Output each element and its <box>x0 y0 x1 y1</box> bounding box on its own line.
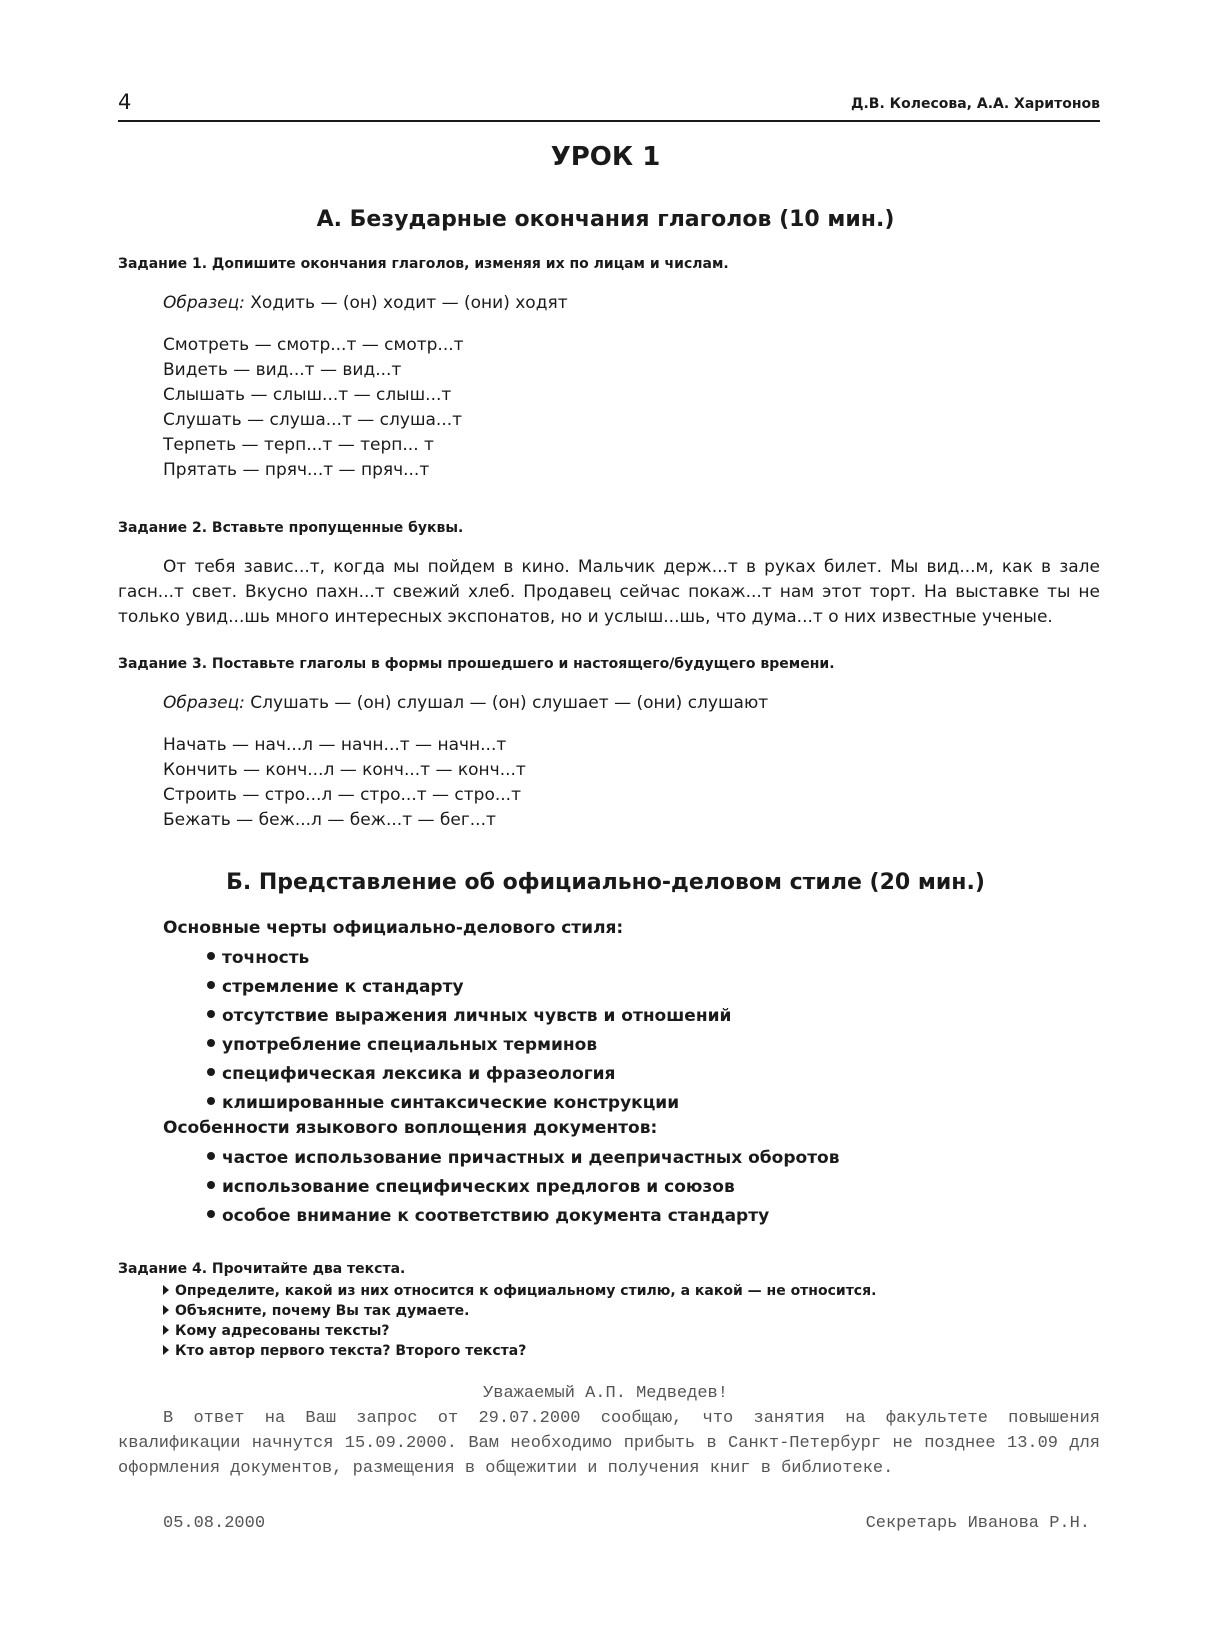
bullet-icon <box>207 1152 215 1160</box>
letter-greeting: Уважаемый А.П. Медведев! <box>483 1384 728 1403</box>
question-item: Определите, какой из них относится к официальному стилю, а какой — не относится. <box>163 1281 876 1301</box>
triangle-bullet-icon <box>163 1345 169 1355</box>
page-number: 4 <box>118 90 132 114</box>
feature-item: стремление к стандарту <box>207 973 731 1002</box>
task4-questions <box>163 1281 876 1361</box>
task3-line: Кончить — конч...л — конч...т — конч...т <box>163 760 526 780</box>
section-b-title: Б. Представление об официально-деловом стиле (20 мин.) <box>226 870 985 895</box>
task3-line: Строить — стро...л — стро...т — стро...т <box>163 785 521 805</box>
letter-body: В ответ на Ваш запрос от 29.07.2000 сообщаю, что занятия на факультете повышения квалификации начнутся 15.09.2000. Вам необходимо прибыть в Санкт-Петербург не позднее 13.09 для оформления документов, размещения в общежитии и получения книг в библиотеке. <box>118 1409 1100 1478</box>
bullet-icon <box>207 952 215 960</box>
bullet-icon <box>207 1068 215 1076</box>
task1-line: Смотреть — смотр...т — смотр...т <box>163 335 464 355</box>
language-item: использование специфических предлогов и союзов <box>207 1173 840 1202</box>
feature-item: точность <box>207 944 731 973</box>
task3-heading: Задание 3. Поставьте глаголы в формы прошедшего и настоящего/будущего времени. <box>118 656 835 672</box>
task2-heading: Задание 2. Вставьте пропущенные буквы. <box>118 520 464 536</box>
triangle-bullet-icon <box>163 1285 169 1295</box>
section-a-title: А. Безударные окончания глаголов (10 мин.) <box>316 207 895 232</box>
letter-date: 05.08.2000 <box>163 1514 266 1533</box>
lesson-title: УРОК 1 <box>550 142 661 172</box>
language-item: особое внимание к соответствию документа стандарту <box>207 1202 840 1231</box>
task4-heading: Задание 4. Прочитайте два текста. <box>118 1261 406 1277</box>
task1-line: Видеть — вид...т — вид...т <box>163 360 402 380</box>
bullet-icon <box>207 1010 215 1018</box>
letter-signature: Секретарь Иванова Р.Н. <box>865 1514 1090 1533</box>
question-item: Объясните, почему Вы так думаете. <box>163 1301 876 1321</box>
sample-text: Ходить — (он) ходит — (они) ходят <box>244 293 568 313</box>
triangle-bullet-icon <box>163 1305 169 1315</box>
task1-line: Терпеть — терп...т — терп... т <box>163 435 434 455</box>
bullet-icon <box>207 1210 215 1218</box>
running-header <box>118 88 1100 122</box>
feature-item: специфическая лексика и фразеология <box>207 1060 731 1089</box>
bullet-icon <box>207 1097 215 1105</box>
language-list <box>207 1144 840 1231</box>
language-heading: Особенности языкового воплощения документов: <box>163 1118 658 1138</box>
feature-item: отсутствие выражения личных чувств и отношений <box>207 1002 731 1031</box>
features-list <box>207 944 731 1118</box>
feature-item: клишированные синтаксические конструкции <box>207 1089 731 1118</box>
task1-heading: Задание 1. Допишите окончания глаголов, изменяя их по лицам и числам. <box>118 256 729 272</box>
sample-label: Образец: <box>163 693 245 713</box>
task2-text: От тебя завис...т, когда мы пойдем в кино. Мальчик держ...т в руках билет. Мы вид...м, как в зале гасн...т свет. Вкусно пахн...т свежий хлеб. Продавец сейчас покаж...т нам этот торт. На выставке ты не только увид...шь много интересных экспонатов, но и услыш...шь, что дума...т о них известные ученые. <box>118 557 1100 627</box>
language-item: частое использование причастных и деепричастных оборотов <box>207 1144 840 1173</box>
task1-line: Слушать — слуша...т — слуша...т <box>163 410 463 430</box>
task3-sample <box>163 691 768 716</box>
triangle-bullet-icon <box>163 1325 169 1335</box>
question-item: Кому адресованы тексты? <box>163 1321 876 1341</box>
question-item: Кто автор первого текста? Второго текста? <box>163 1341 876 1361</box>
task3-line: Начать — нач...л — начн...т — начн...т <box>163 735 507 755</box>
bullet-icon <box>207 1039 215 1047</box>
task3-line: Бежать — беж...л — беж...т — бег...т <box>163 810 496 830</box>
task1-line: Слышать — слыш...т — слыш...т <box>163 385 452 405</box>
sample-text: Слушать — (он) слушал — (он) слушает — (они) слушают <box>244 693 769 713</box>
authors: Д.В. Колесова, А.А. Харитонов <box>850 96 1100 112</box>
bullet-icon <box>207 1181 215 1189</box>
task1-sample <box>163 291 568 316</box>
bullet-icon <box>207 981 215 989</box>
feature-item: употребление специальных терминов <box>207 1031 731 1060</box>
sample-label: Образец: <box>163 293 245 313</box>
features-heading: Основные черты официально-делового стиля: <box>163 918 624 938</box>
task1-line: Прятать — пряч...т — пряч...т <box>163 460 430 480</box>
